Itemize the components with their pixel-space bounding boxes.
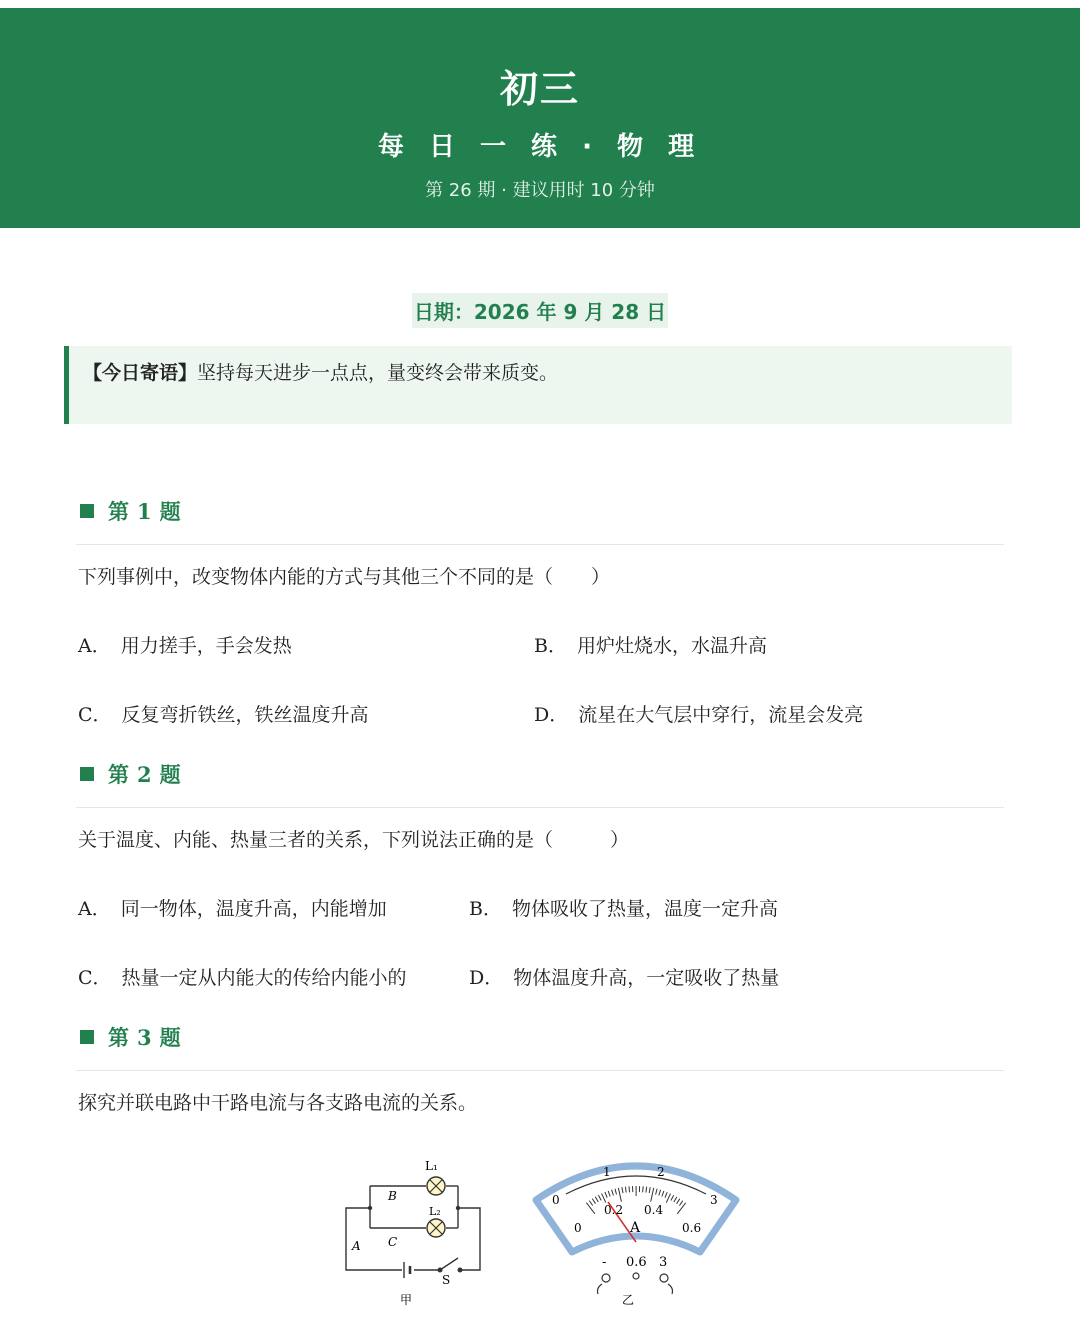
issue-meta: 第 26 期 · 建议用时 10 分钟 [425,180,655,201]
scale-tick [629,1186,630,1192]
question-1-heading: 第 1 题 [80,496,181,526]
lamp-l2-icon [427,1219,445,1237]
label-l1: L₁ [425,1159,438,1173]
outer-tick-0: 0 [552,1193,560,1207]
question-1-option-d[interactable]: D． 流星在大气层中穿行，流星会发亮 [534,704,864,726]
ammeter-unit: A [630,1220,641,1236]
question-1-option-a[interactable]: A． 用力搓手，手会发热 [78,635,292,657]
caption-jia: 甲 [400,1293,413,1307]
question-2-option-b[interactable]: B． 物体吸收了热量，温度一定升高 [469,898,778,920]
question-3-heading: 第 3 题 [80,1022,181,1052]
label-a: A [352,1239,361,1253]
label-s: S [442,1273,451,1287]
question-3-figure [330,1150,770,1320]
square-bullet-icon [80,504,94,518]
square-bullet-icon [80,767,94,781]
question-2-option-a[interactable]: A． 同一物体，温度升高，内能增加 [78,898,387,920]
question-1-option-c[interactable]: C． 反复弯折铁丝，铁丝温度升高 [78,704,369,726]
quote-tag: 【今日寄语】 [83,362,198,384]
question-2-stem: 关于温度、内能、热量三者的关系，下列说法正确的是（ ） [78,829,630,851]
lamp-l1-icon [427,1177,445,1195]
junction-dot [368,1206,372,1210]
outer-tick-1: 1 [603,1165,611,1179]
question-1-option-b[interactable]: B． 用炉灶烧水，水温升高 [534,635,767,657]
page-header [0,8,1080,228]
ammeter-dial [536,1166,736,1252]
inner-tick-0-2: 0.2 [604,1203,624,1217]
circuit-and-ammeter-diagram [330,1150,770,1320]
question-1-stem: 下列事例中，改变物体内能的方式与其他三个不同的是（ ） [78,566,611,588]
question-2-option-d[interactable]: D． 物体温度升高，一定吸收了热量 [469,967,780,989]
inner-tick-0-6: 0.6 [682,1221,702,1235]
date-badge: 日期：2026 年 9 月 28 日 [412,293,668,328]
question-3-stem: 探究并联电路中干路电流与各支路电流的关系。 [78,1092,478,1114]
terminal-negative: - [602,1255,607,1270]
daily-quote [64,346,1012,424]
outer-tick-2: 2 [657,1165,665,1179]
question-2-option-c[interactable]: C． 热量一定从内能大的传给内能小的 [78,967,407,989]
question-2-heading: 第 2 题 [80,759,181,789]
page-subtitle: 每 日 一 练 · 物 理 [377,132,703,162]
inner-tick-0: 0 [574,1221,582,1235]
terminal-0-6: 0.6 [626,1255,647,1270]
terminal-knobs-icon [598,1273,673,1294]
junction-dot [456,1206,460,1210]
circuit-diagram [346,1186,480,1278]
label-c: C [388,1235,398,1249]
outer-tick-3: 3 [710,1193,718,1207]
terminal-3: 3 [659,1255,668,1270]
date-row [0,293,1080,328]
scale-tick [643,1186,644,1192]
caption-yi: 乙 [622,1293,635,1307]
quote-text: 坚持每天进步一点点，量变终会带来质变。 [197,362,559,384]
label-l2: L₂ [429,1205,441,1218]
page-title: 初三 [499,67,580,111]
divider [76,807,1004,808]
divider [76,544,1004,545]
square-bullet-icon [80,1030,94,1044]
label-b: B [388,1189,397,1203]
inner-tick-0-4: 0.4 [644,1203,664,1217]
divider [76,1070,1004,1071]
